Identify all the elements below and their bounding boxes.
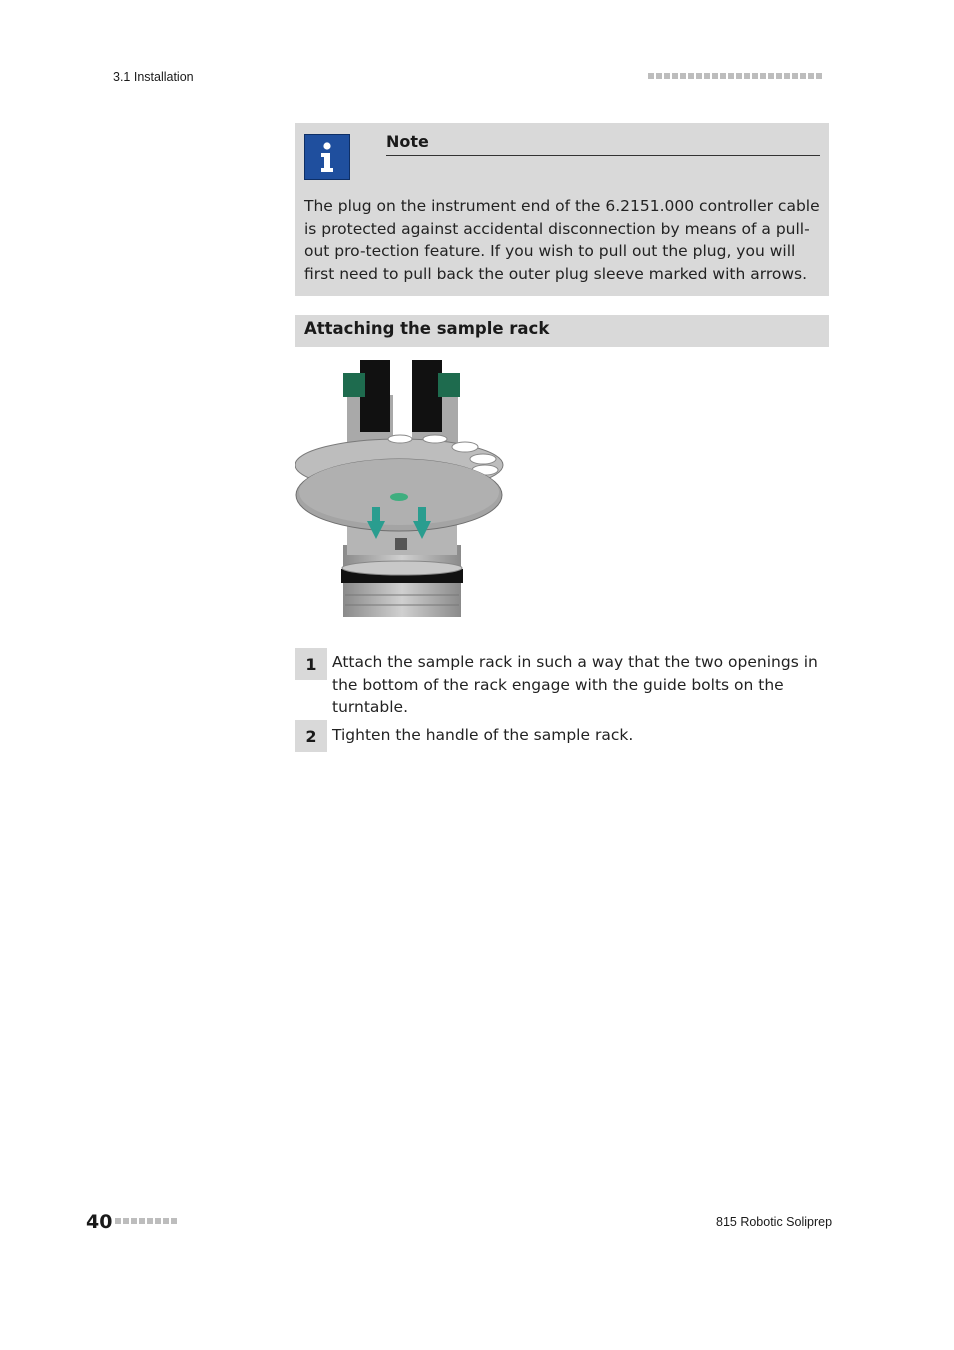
step-text: Tighten the handle of the sample rack.: [332, 726, 634, 744]
sample-rack-illustration: [295, 355, 507, 620]
note-title: Note: [386, 132, 429, 151]
note-divider: [386, 155, 820, 156]
footer-decorative-squares: [115, 1218, 177, 1224]
step-text: Attach the sample rack in such a way that the two openings in the bottom of the rack engage with the guide bolts on the turntable.: [332, 653, 818, 716]
page-number: 40: [86, 1211, 113, 1233]
footer-product-name: 815 Robotic Soliprep: [716, 1215, 833, 1229]
info-icon: [304, 134, 350, 180]
step-number: 1: [295, 648, 327, 680]
header-section-label: 3.1 Installation: [113, 70, 194, 84]
step-number: 2: [295, 720, 327, 752]
note-body: The plug on the instrument end of the 6.2151.000 controller cable is protected against accidental disconnection by means of a pull-out pro-tection feature. If you wish to pull out the plug, you will first need to pull back the outer plug sleeve marked with arrows.: [304, 197, 820, 283]
header-decorative-squares: [648, 73, 822, 79]
section-title: Attaching the sample rack: [304, 319, 550, 338]
